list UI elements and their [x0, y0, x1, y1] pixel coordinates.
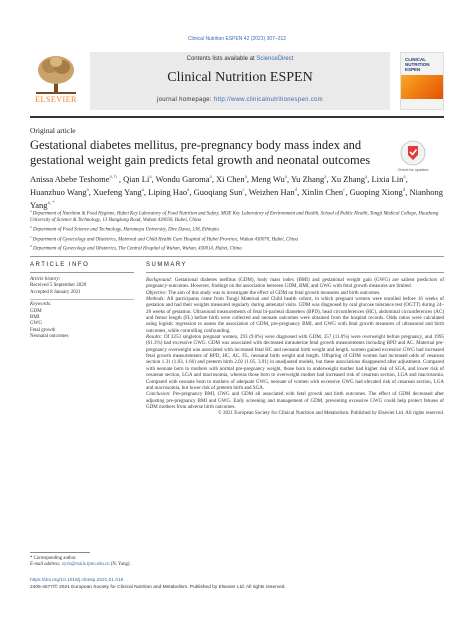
corresponding-author-note: * Corresponding author.	[30, 556, 77, 561]
author-affil-sup[interactable]: a	[149, 175, 152, 180]
homepage-prefix: journal homepage:	[157, 97, 214, 103]
background-text: Gestational diabetes mellitus (GDM), body mass index (BMI) and gestational weight gain (GWG) are salient predictors of pregnancy-outcomes. However, findings on the association between GDM, BMI, and GWG with fetal growth measures are limited.	[146, 277, 444, 290]
accepted-date: Accepted 8 January 2021	[30, 289, 81, 295]
article-title: Gestational diabetes mellitus, pre-pregnancy body mass index and gestational weight gain predicts fetal growth and neonatal outcomes	[30, 138, 371, 167]
author-affil-sup[interactable]: c	[343, 187, 346, 193]
author-name[interactable]: Lixia Lin	[371, 173, 404, 184]
summary-background	[146, 277, 444, 290]
affiliation-text: Department of Gynecology and Obstetrics, Maternal and Child Health Care Hospital of Hubei Province, Wuhan 430070, Hubei, China	[32, 237, 298, 243]
journal-header	[30, 52, 444, 114]
methods-text: All participants came from Tongji Maternal and Child health cohort, in which pregnant women were enrolled before 16 weeks of gestation and had their weights measured regularly during antenatal visits. GDM was diagnosed by oral glucose tolerance test (OGTT) during 24–28 weeks of gestation. Ultrasound measurements of fetal bi-parietal diameters (BPD), head circumferences (HC), abdominal circumferences (AC) and femur length (FL) before birth were collected and neonate outcomes were obtained from the hospital records. Odds ratios were calculated using logistic regression to assess the association of GDM, pre-pregnancy BMI, and GWG with fetal growth measures of ultrasound and birth outcomes, while controlling confounding.	[146, 296, 444, 334]
author-name[interactable]: Weizhen Han	[248, 186, 295, 197]
author-name[interactable]: Xuefeng Yang	[93, 186, 142, 197]
check-for-updates-icon[interactable]	[400, 140, 426, 166]
homepage-link[interactable]: http://www.clinicalnutritionespen.com	[213, 97, 323, 103]
issn-copyright: 2405-4577/© 2021 European Society for Clinical Nutrition and Metabolism. Published by Elsevier Ltd. All rights reserved.	[30, 585, 286, 590]
author-affil-sup[interactable]: a	[324, 175, 327, 180]
affiliation-text: Department of Food Science and Technology, Haramaya University, Dire Dawa, 138, Ethiopia	[32, 227, 219, 233]
email-label: E-mail address:	[30, 562, 62, 567]
affiliation-text: Department of Gynecology and Obstetrics, The Central Hospital of Wuhan, Wuhan, 430014, Hubei, China	[32, 246, 242, 252]
author-affil-sup[interactable]: d	[402, 187, 406, 193]
author-affil-sup[interactable]: a	[364, 175, 368, 180]
author-name[interactable]: Xu Zhang	[330, 173, 365, 184]
journal-cover-thumbnail[interactable]	[400, 52, 444, 110]
affiliation-text: Department of Nutrition & Food Hygiene, Hubei Key Laboratory of Food Nutrition and Safety, MOE Key Laboratory of Environment and Health, School of Public Health, Tongji Medical College, Huazhong University of Science & Technology, 13 Hangkong Road, Wuhan 430030, Hubei, China	[30, 211, 439, 223]
elsevier-logo[interactable]	[30, 52, 82, 108]
methods-label: Methods:	[146, 296, 166, 303]
article-info-rule	[30, 272, 134, 273]
author-name[interactable]: Meng Wu	[251, 173, 285, 184]
author-name[interactable]: Qian Li	[123, 173, 150, 184]
cover-image	[401, 75, 443, 99]
affiliation-item	[30, 234, 444, 244]
keywords-list	[30, 309, 134, 340]
article-info-heading: ARTICLE INFO	[30, 262, 90, 268]
author-name[interactable]: Wondu Garoma	[155, 173, 210, 184]
keyword-item: Neonatal outcomes	[30, 333, 69, 339]
article-info	[30, 277, 134, 340]
conclusion-text: Pre-pregnancy BMI, GWG and GDM all associated with fetal growth and birth outcomes. The effect of GDM decreased after adjusting pre-pregnancy BMI and GWG. Early screening and management of GDM, preventing excessive GWG could help protect fetuses of GDM mothers from adverse birth outcomes.	[146, 391, 444, 410]
author-name[interactable]: Guoqiang Sun	[193, 186, 243, 197]
contents-prefix: Contents lists available at	[186, 56, 257, 62]
author-name[interactable]: Anissa Abebe Teshome	[30, 173, 110, 184]
affiliation-item	[30, 208, 444, 224]
affiliation-sup: b	[30, 224, 32, 229]
received-date: Received 5 September 2020	[30, 283, 87, 289]
summary-abstract	[146, 277, 444, 417]
author-name[interactable]: Liping Hao	[148, 186, 188, 197]
conclusion-label: Conclusion:	[146, 391, 171, 398]
summary-conclusion	[146, 391, 444, 410]
summary-heading: SUMMARY	[146, 262, 188, 268]
author-list: Anissa Abebe Teshome$^{a, b}$ , Qian Li$^a$, Wondu Garoma$^a$, Xi Chen$^a$, Meng Wu$^a$, Yu Zhang$^a$, Xu Zhang$^a$, Lixia Lin$^a$, Huanzhuo Wang$^a$, Xuefeng Yang$^a$, Liping Hao$^a$, Guoqiang Sun$^c$, Weizhen Han$^d$, Xinlin Chen$^c$, Guoping Xiong$^d$, Nianhong Yang$^{a, *}$	[30, 173, 444, 210]
journal-citation[interactable]: Clinical Nutrition ESPEN 42 (2021) 307–312	[187, 36, 287, 42]
affiliation-item	[30, 224, 444, 234]
author-affil-sup[interactable]: a	[244, 175, 247, 180]
author-name[interactable]: Huanzhuo Wang	[30, 186, 87, 197]
doi-link[interactable]: https://doi.org/10.1016/j.clnesp.2021.01.016	[30, 578, 124, 583]
summary-methods	[146, 296, 444, 334]
affiliation-item	[30, 243, 444, 253]
author-name[interactable]: Yu Zhang	[290, 173, 325, 184]
journal-name: Clinical Nutrition ESPEN	[167, 70, 313, 85]
footnotes	[30, 556, 330, 568]
objective-text: The aim of this study was to investigate the effect of GDM on fetal growth measures and birth outcomes.	[167, 289, 381, 296]
affiliation-sup: c	[30, 234, 32, 239]
keyword-item: GDM	[30, 308, 42, 314]
email-note	[30, 562, 330, 568]
author-name[interactable]: Xi Chen	[216, 173, 245, 184]
background-label: Background:	[146, 277, 173, 283]
author-name[interactable]: Xinlin Chen	[301, 186, 344, 197]
keywords-label: Keywords:	[30, 302, 52, 308]
elsevier-wordmark: ELSEVIER	[35, 95, 77, 104]
author-name[interactable]: Guoping Xiong	[349, 186, 403, 197]
cover-title: CLINICAL NUTRITION ESPEN	[405, 57, 430, 72]
author-affil-sup[interactable]: a, b	[109, 175, 117, 180]
author-affil-sup[interactable]: c	[242, 187, 245, 193]
elsevier-tree-icon	[30, 52, 82, 96]
email-owner: (N. Yang).	[109, 562, 131, 567]
affiliation-sup: d	[30, 244, 32, 249]
keyword-item: BMI	[30, 315, 40, 321]
summary-copyright: © 2021 European Society for Clinical Nutrition and Metabolism. Published by Elsevier Ltd. All rights reserved.	[217, 410, 444, 417]
author-affil-sup[interactable]: d	[294, 187, 298, 193]
front-matter-divider	[30, 256, 444, 257]
results-text: Of 3253 singleton pregnant women, 293 (9.0%) were diagnosed with GDM, 357 (11.0%) were overweight before pregnancy, and 1995 (61.3%) had excessive GWG. GDM was associated with decreased intrauterine fetal growth measurements including BPD and AC. Maternal pre-pregnancy overweight was associated with increased fetal HC and neonatal birth weight and length, women gained excessive GWG had increased fetal growth measurements of BPD, HC, AC, FL, neonatal birth weight and length. Offspring of GDM women had increased odds of cesarean section 1.31 (1.03, 1.66) and preterm birth 2.02 (1.05, 3.91) in unadjusted models, but these associations disappeared after adjustment. Compared with neonate born to mothers with normal pre-pregnancy weight, those born to underweight mother had higher risk of SGA, and lower risk of cesarean section, LGA and macrosomia, whereas those born to overweight mother had increased risk of cesarean section, LGA and macrosomia. Compared with neonate born to mothers of adequate GWG, neonate of women with excessive GWG had elevated risk of cesarean section, LGA and macrosomia, but lower risk of preterm birth and SGA.	[146, 334, 444, 391]
author-affil-sup[interactable]: a	[141, 187, 144, 193]
email-link[interactable]: zyzh@mails.tjmu.edu.cn	[61, 562, 110, 567]
header-divider	[30, 116, 444, 118]
objective-label: Objective:	[146, 289, 168, 296]
affiliation-sup: a	[30, 209, 32, 213]
results-label: Results:	[146, 334, 163, 341]
journal-banner	[90, 52, 390, 110]
article-type: Original article	[30, 126, 76, 135]
author-affil-sup[interactable]: a	[209, 175, 212, 180]
author-affil-sup[interactable]: a	[284, 175, 288, 180]
journal-homepage	[90, 97, 390, 103]
keyword-item: Fetal growth	[30, 327, 56, 333]
keyword-item: GWG	[30, 321, 42, 327]
affiliations	[30, 208, 444, 253]
summary-rule	[146, 272, 444, 273]
author-affil-sup[interactable]: a	[403, 175, 406, 180]
sciencedirect-link[interactable]: ScienceDirect	[256, 56, 294, 62]
footnote-rule	[30, 552, 90, 553]
author-affil-sup[interactable]: a	[86, 187, 89, 193]
check-for-updates-label[interactable]: Check for updates	[397, 168, 429, 172]
summary-results	[146, 334, 444, 391]
contents-line	[90, 56, 390, 62]
info-divider	[30, 299, 134, 300]
author-name[interactable]: Nianhong Yang	[30, 186, 444, 210]
author-affil-sup[interactable]: a	[187, 187, 190, 193]
history-label: Article history:	[30, 277, 61, 282]
author-affil-sup[interactable]: a, *	[47, 200, 55, 206]
